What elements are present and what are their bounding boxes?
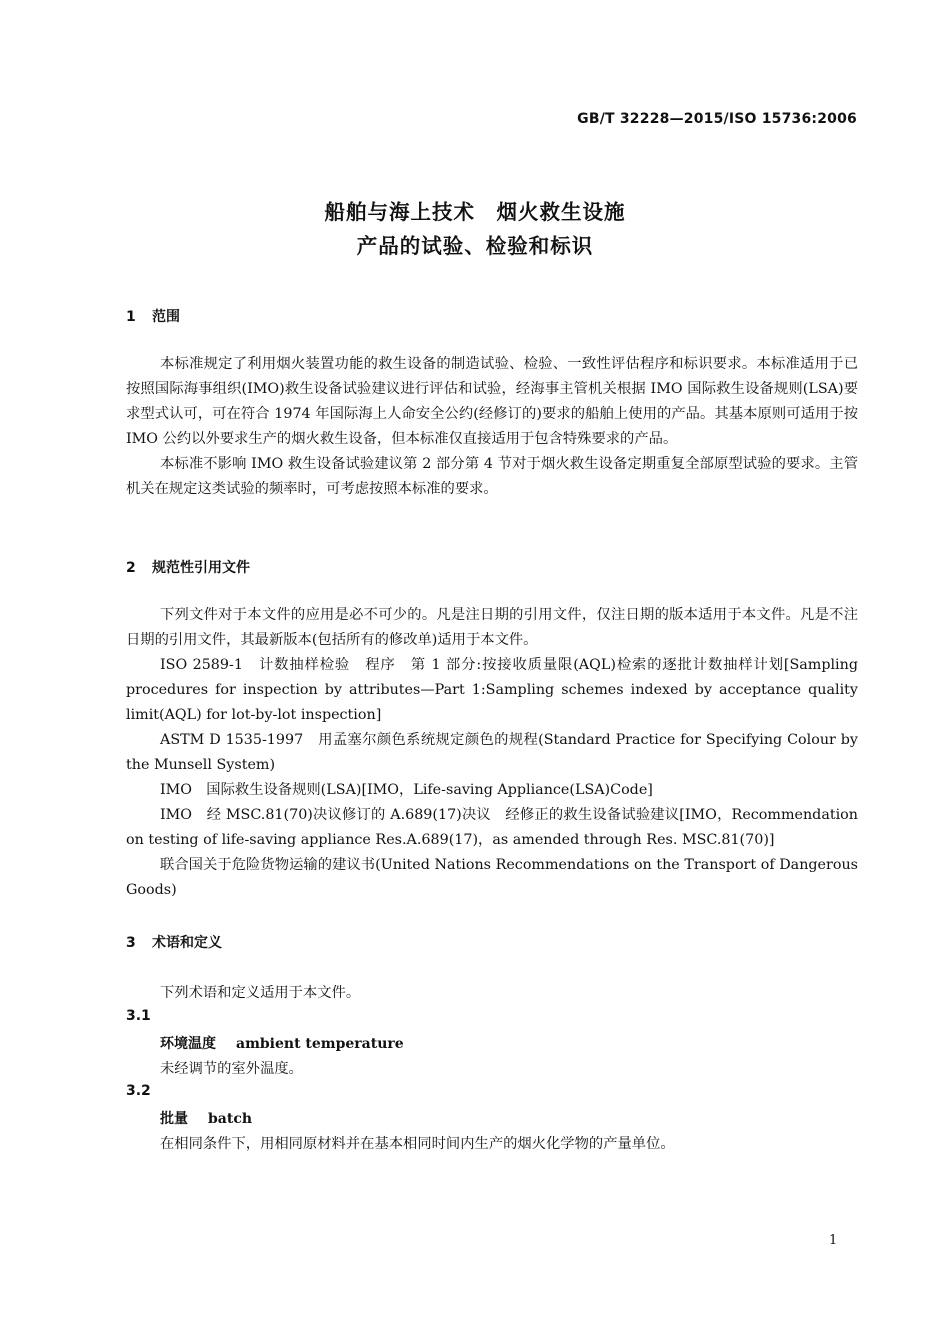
- section-number: 1: [126, 309, 136, 325]
- section-3-intro: 下列术语和定义适用于本文件。: [160, 985, 361, 1001]
- term-zh: 环境温度: [160, 1036, 216, 1052]
- reference-item: 联合国关于危险货物运输的建议书(United Nations Recommendations on the Transport of Dangerous Goods): [126, 857, 858, 898]
- section-2-heading: [126, 557, 250, 577]
- term-en: ambient temperature: [236, 1036, 404, 1052]
- section-title: 范围: [152, 309, 180, 325]
- term-definition: 未经调节的室外温度。: [160, 1061, 303, 1077]
- term-definition: 在相同条件下，用相同原材料并在基本相同时间内生产的烟火化学物的产量单位。: [160, 1136, 675, 1152]
- reference-item: IMO 经 MSC.81(70)决议修订的 A.689(17)决议 经修正的救生设备试验建议[IMO，Recommendation on testing of life-saving appliance Res.A.689(17)，as amended through Res. MSC.81(70)]: [126, 807, 858, 848]
- section-3-heading: [126, 932, 222, 952]
- section-1-heading: [126, 306, 180, 326]
- section-number: 2: [126, 560, 136, 576]
- term-zh: 批量: [160, 1111, 188, 1127]
- term-en: batch: [208, 1111, 253, 1127]
- document-title-line2: 产品的试验、检验和标识: [356, 234, 594, 258]
- term-number: 3.1: [126, 1008, 151, 1024]
- standard-code: GB/T 32228—2015/ISO 15736:2006: [577, 111, 857, 127]
- paragraph: 下列文件对于本文件的应用是必不可少的。凡是注日期的引用文件，仅注日期的版本适用于本文件。凡是不注日期的引用文件，其最新版本(包括所有的修改单)适用于本文件。: [126, 607, 858, 648]
- term-heading: [160, 1033, 404, 1053]
- section-title: 规范性引用文件: [152, 560, 250, 576]
- section-1-body: [126, 352, 858, 502]
- reference-item: ISO 2589-1 计数抽样检验 程序 第 1 部分:按接收质量限(AQL)检索的逐批计数抽样计划[Sampling procedures for inspection by attributes—Part 1:Sampling schemes indexed by acceptance quality limit(AQL) for lot-by-lot inspection]: [126, 657, 858, 723]
- reference-item: ASTM D 1535-1997 用孟塞尔颜色系统规定颜色的规程(Standard Practice for Specifying Colour by the Munsell System): [126, 732, 858, 773]
- document-title-line1: 船舶与海上技术 烟火救生设施: [324, 200, 626, 224]
- section-2-body: [126, 603, 858, 903]
- section-number: 3: [126, 935, 136, 951]
- term-number: 3.2: [126, 1083, 151, 1099]
- section-title: 术语和定义: [152, 935, 222, 951]
- reference-item: IMO 国际救生设备规则(LSA)[IMO，Life-saving Appliance(LSA)Code]: [160, 782, 653, 798]
- paragraph: 本标准不影响 IMO 救生设备试验建议第 2 部分第 4 节对于烟火救生设备定期重复全部原型试验的要求。主管机关在规定这类试验的频率时，可考虑按照本标准的要求。: [126, 456, 858, 497]
- page-number: 1: [829, 1233, 838, 1248]
- term-heading: [160, 1108, 252, 1128]
- paragraph: 本标准规定了利用烟火装置功能的救生设备的制造试验、检验、一致性评估程序和标识要求。本标准适用于已按照国际海事组织(IMO)救生设备试验建议进行评估和试验，经海事主管机关根据 IMO 国际救生设备规则(LSA)要求型式认可，可在符合 1974 年国际海上人命安全公约(经修订的)要求的船舶上使用的产品。其基本原则可适用于按 IMO 公约以外要求生产的烟火救生设备，但本标准仅直接适用于包含特殊要求的产品。: [126, 356, 858, 447]
